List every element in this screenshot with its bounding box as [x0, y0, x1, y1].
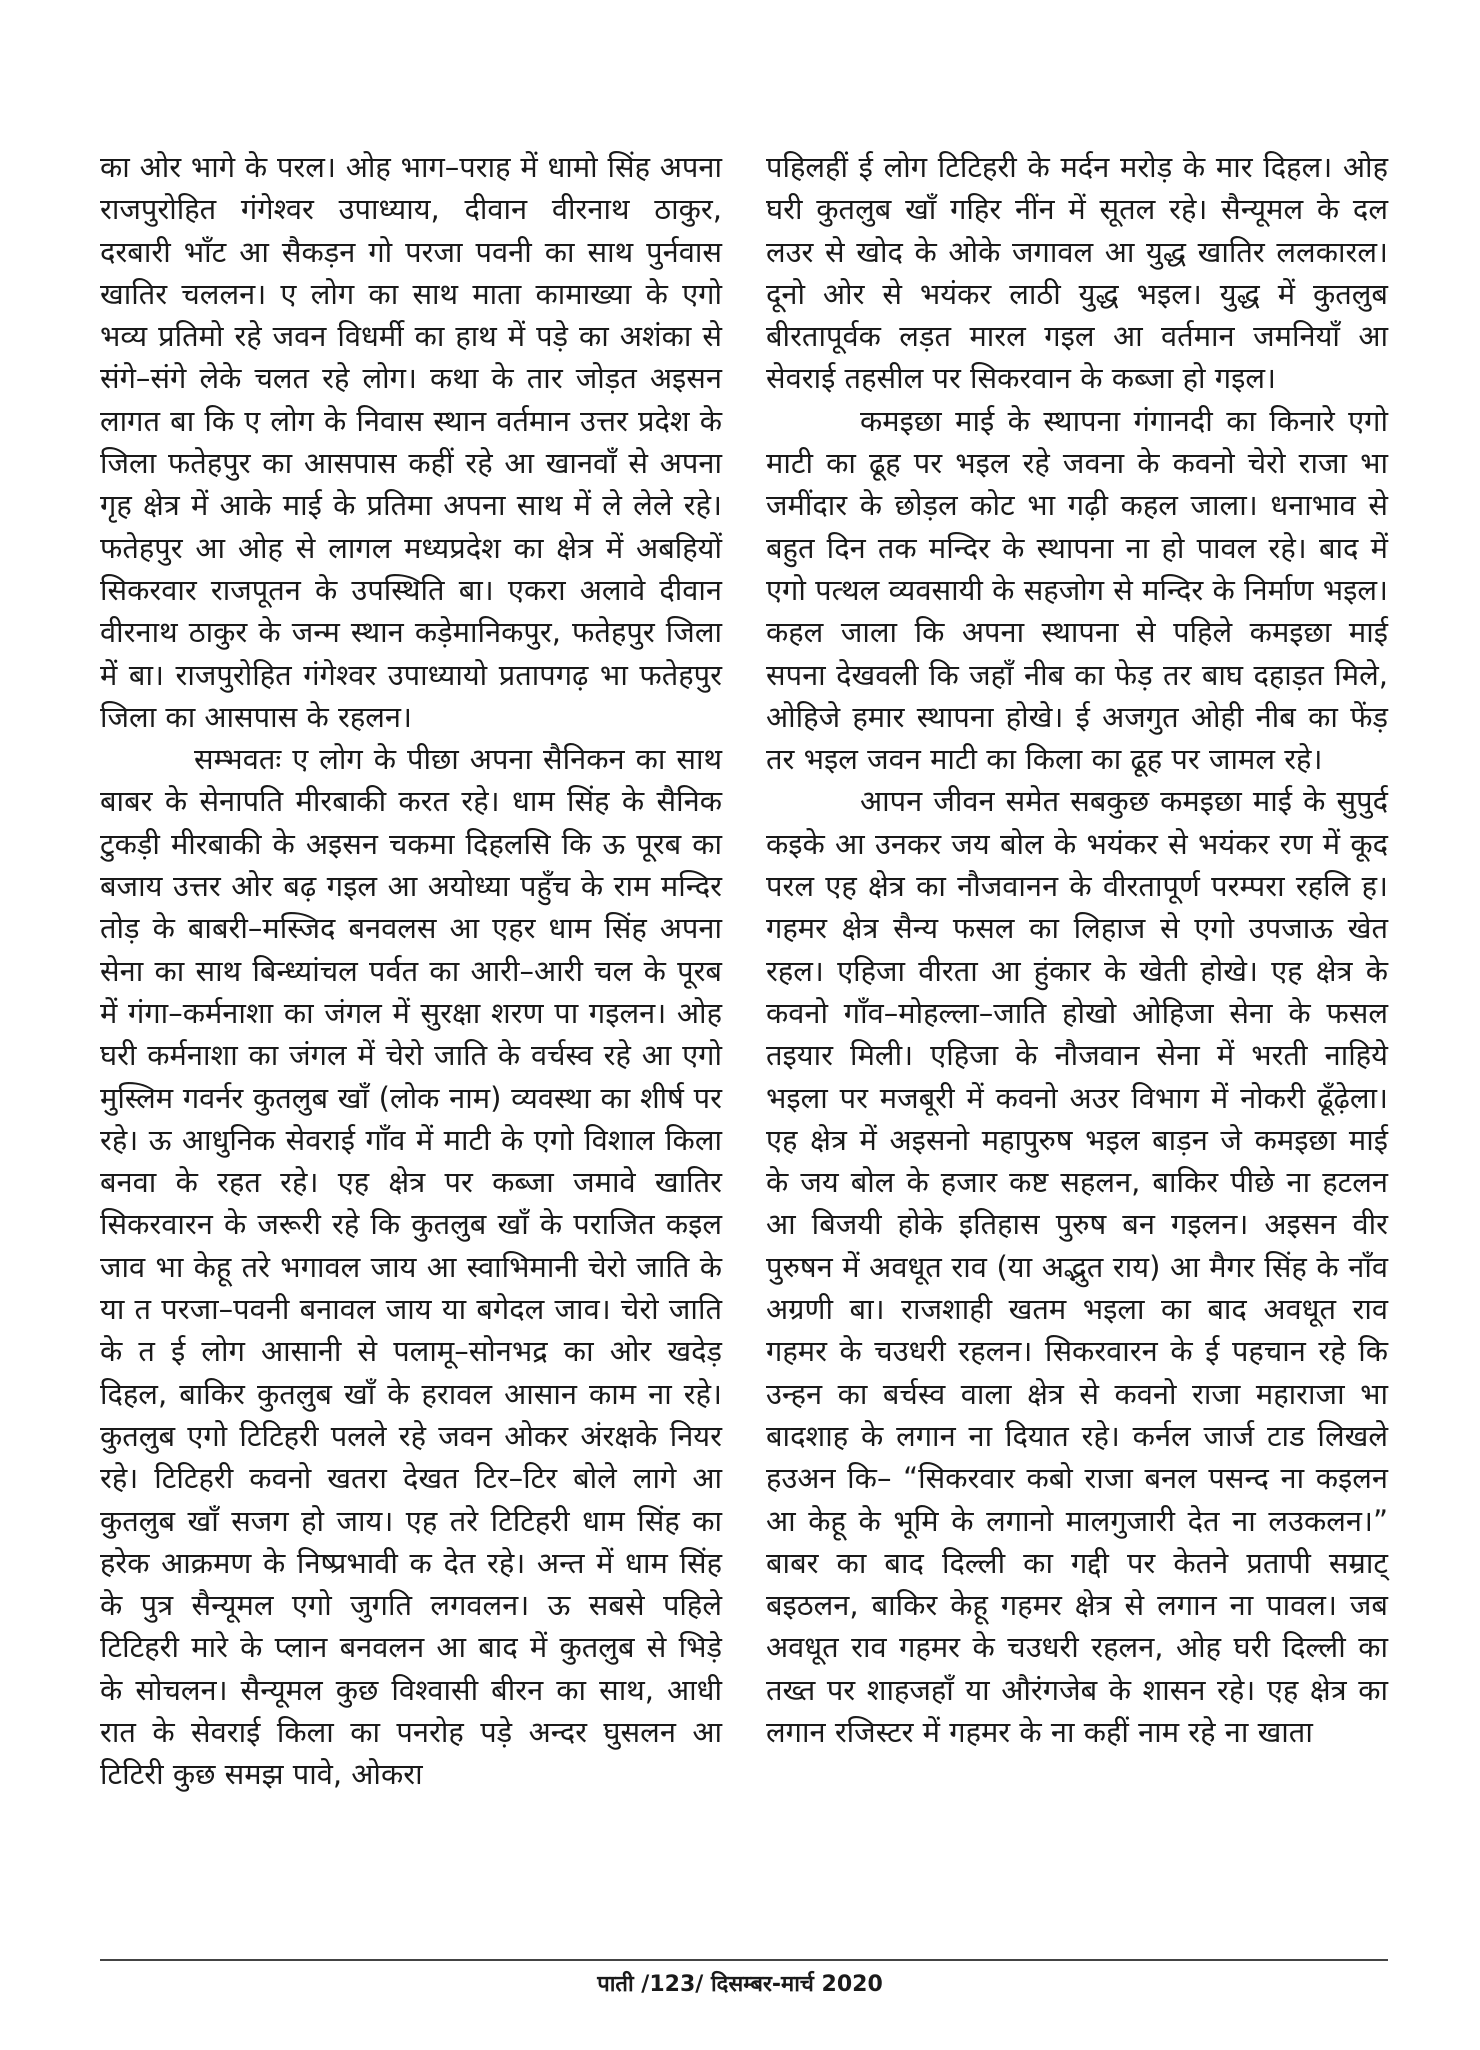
paragraph: का ओर भागे के परल। ओह भाग–पराह में धामो सिंह अपना राजपुरोहित गंगेश्वर उपाध्याय, दीवान वीरनाथ ठाकुर, दरबारी भाँट आ सैकड़न गो परजा पवनी का साथ पुर्नवास खातिर चललन। ए लोग का साथ माता कामाख्या के एगो भव्य प्रतिमो रहे जवन विधर्मी का हाथ में पड़े का अशंका से संगे–संगे लेके चलत रहे लोग। कथा के तार जोड़त अइसन लागत बा कि ए लोग के निवास स्थान वर्तमान उत्तर प्रदेश के जिला फतेहपुर का आसपास कहीं रहे आ खानवाँ से अपना गृह क्षेत्र में आके माई के प्रतिमा अपना साथ में ले लेले रहे। फतेहपुर आ ओह से लागल मध्यप्रदेश का क्षेत्र में अबहियों सिकरवार राजपूतन के उपस्थिति बा। एकरा अलावे दीवान वीरनाथ ठाकुर के जन्म स्थान कड़ेमानिकपुर, फतेहपुर जिला में बा। राजपुरोहित गंगेश्वर उपाध्यायो प्रतापगढ़ भा फतेहपुर जिला का आसपास के रहलन। — [100, 150, 722, 734]
right-column — [766, 146, 1388, 1753]
paragraph: सम्भवतः ए लोग के पीछा अपना सैनिकन का साथ बाबर के सेनापति मीरबाकी करत रहे। धाम सिंह के सैनिक टुकड़ी मीरबाकी के अइसन चकमा दिहलसि कि ऊ पूरब का बजाय उत्तर ओर बढ़ गइल आ अयोध्या पहुँच के राम मन्दिर तोड़ के बाबरी–मस्जिद बनवलस आ एहर धाम सिंह अपना सेना का साथ बिन्ध्यांचल पर्वत का आरी–आरी चल के पूरब में गंगा–कर्मनाशा का जंगल में सुरक्षा शरण पा गइलन। ओह घरी कर्मनाशा का जंगल में चेरो जाति के वर्चस्व रहे आ एगो मुस्लिम गवर्नर कुतलुब खाँ (लोक नाम) व्यवस्था का शीर्ष पर रहे। ऊ आधुनिक सेवराई गाँव में माटी के एगो विशाल किला बनवा के रहत रहे। एह क्षेत्र पर कब्जा जमावे खातिर सिकरवारन के जरूरी रहे कि कुतलुब खाँ के पराजित कइल जाव भा केहू तरे भगावल जाय आ स्वाभिमानी चेरो जाति के या त परजा–पवनी बनावल जाय या बगेदल जाव। चेरो जाति के त ई लोग आसानी से पलामू–सोनभद्र का ओर खदेड़ दिहल, बाकिर कुतलुब खाँ के हरावल आसान काम ना रहे। कुतलुब एगो टिटिहरी पलले रहे जवन ओकर अंरक्षके नियर रहे। टिटिहरी कवनो खतरा देखत टिर–टिर बोले लागे आ कुतलुब खाँ सजग हो जाय। एह तरे टिटिहरी धाम सिंह का हरेक आक्रमण के निष्प्रभावी क देत रहे। अन्त में धाम सिंह के पुत्र सैन्यूमल एगो जुगति लगवलन। ऊ सबसे पहिले टिटिहरी मारे के प्लान बनवलन आ बाद में कुतलुब से भिड़े के सोचलन। सैन्यूमल कुछ विश्वासी बीरन का साथ, आधी रात के सेवराई किला का पनरोह पड़े अन्दर घुसलन आ टिटिरी कुछ समझ पावे, ओकरा — [100, 742, 722, 1792]
left-column — [100, 146, 722, 1796]
page-footer: पाती /123/ दिसम्बर-मार्च 2020 — [597, 1972, 883, 1997]
paragraph: आपन जीवन समेत सबकुछ कमइछा माई के सुपुर्द कइके आ उनकर जय बोल के भयंकर से भयंकर रण में कूद परल एह क्षेत्र का नौजवानन के वीरतापूर्ण परम्परा रहलि ह। गहमर क्षेत्र सैन्य फसल का लिहाज से एगो उपजाऊ खेत रहल। एहिजा वीरता आ हुंकार के खेती होखे। एह क्षेत्र के कवनो गाँव–मोहल्ला–जाति होखो ओहिजा सेना के फसल तइयार मिली। एहिजा के नौजवान सेना में भरती नाहिये भइला पर मजबूरी में कवनो अउर विभाग में नोकरी ढूँढ़ेला। एह क्षेत्र में अइसनो महापुरुष भइल बाड़न जे कमइछा माई के जय बोल के हजार कष्ट सहलन, बाकिर पीछे ना हटलन आ बिजयी होके इतिहास पुरुष बन गइलन। अइसन वीर पुरुषन में अवधूत राव (या अद्भुत राय) आ मैगर सिंह के नाँव अग्रणी बा। राजशाही खतम भइला का बाद अवधूत राव गहमर के चउधरी रहलन। सिकरवारन के ई पहचान रहे कि उन्हन का बर्चस्व वाला क्षेत्र से कवनो राजा महाराजा भा बादशाह के लगान ना दियात रहे। कर्नल जार्ज टाड लिखले हउअन कि– “सिकरवार कबो राजा बनल पसन्द ना कइलन आ केहू के भूमि के लगानो मालगुजारी देत ना लउकलन।” बाबर का बाद दिल्ली का गद्दी पर केतने प्रतापी सम्राट् बइठलन, बाकिर केहू गहमर क्षेत्र से लगान ना पावल। जब अवधूत राव गहमर के चउधरी रहलन, ओह घरी दिल्ली का तख्त पर शाहजहाँ या औरंगजेब के शासन रहे। एह क्षेत्र का लगान रजिस्टर में गहमर के ना कहीं नाम रहे ना खाता — [766, 784, 1388, 1749]
footer-divider — [100, 1959, 1388, 1961]
paragraph: कमइछा माई के स्थापना गंगानदी का किनारे एगो माटी का ढूह पर भइल रहे जवना के कवनो चेरो राजा भा जमींदार के छोड़ल कोट भा गढ़ी कहल जाला। धनाभाव से बहुत दिन तक मन्दिर के स्थापना ना हो पावल रहे। बाद में एगो पत्थल व्यवसायी के सहजोग से मन्दिर के निर्माण भइल। कहल जाला कि अपना स्थापना से पहिले कमइछा माई सपना देखवली कि जहाँ नीब का फेड़ तर बाघ दहाड़त मिले, ओहिजे हमार स्थापना होखे। ई अजगुत ओही नीब का फेंड़ तर भइल जवन माटी का किला का ढूह पर जामल रहे। — [766, 403, 1388, 777]
paragraph: पहिलहीं ई लोग टिटिहरी के मर्दन मरोड़ के मार दिहल। ओह घरी कुतलुब खाँ गहिर नींन में सूतल रहे। सैन्यूमल के दल लउर से खोद के ओके जगावल आ युद्ध खातिर ललकारल। दूनो ओर से भयंकर लाठी युद्ध भइल। युद्ध में कुतलुब बीरतापूर्वक लड़त मारल गइल आ वर्तमान जमनियाँ आ सेवराई तहसील पर सिकरवान के कब्जा हो गइल। — [766, 150, 1388, 396]
